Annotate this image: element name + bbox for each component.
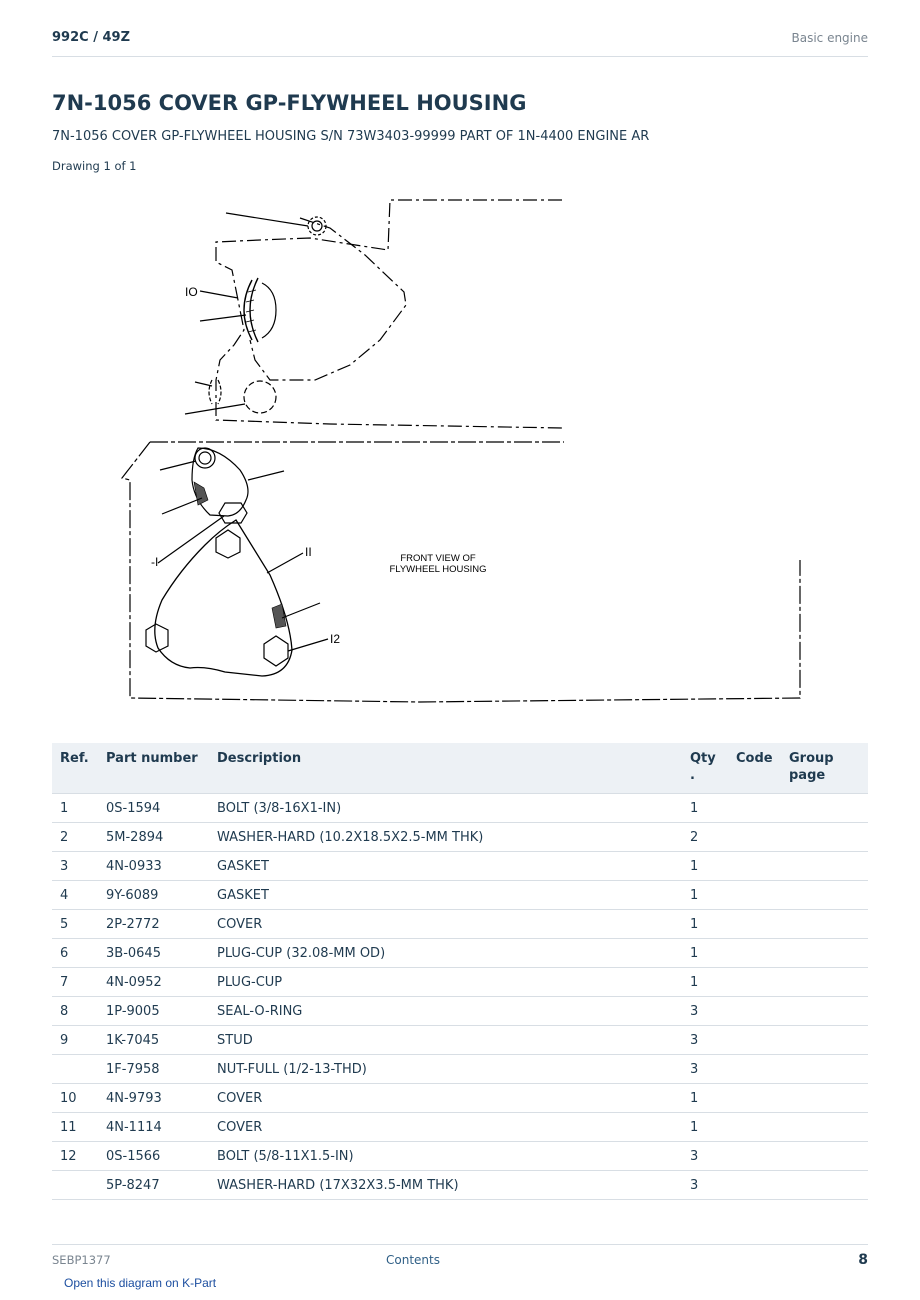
callout-12: I2	[330, 632, 341, 646]
table-row	[52, 968, 868, 997]
code-cell	[728, 939, 781, 968]
leader-line	[200, 315, 246, 321]
group-page-cell	[781, 1171, 868, 1200]
qty-cell: 3	[682, 997, 728, 1026]
code-cell	[728, 852, 781, 881]
qty-cell: 1	[682, 852, 728, 881]
callout-1: -I	[151, 555, 159, 569]
drawing-caption-line-2: FLYWHEEL HOUSING	[389, 564, 487, 575]
page-number: 8	[858, 1252, 868, 1268]
part-number-cell: 1P-9005	[98, 997, 209, 1026]
qty-cell: 3	[682, 1142, 728, 1171]
leader-line-12	[288, 639, 328, 651]
description-cell: GASKET	[209, 881, 682, 910]
description-cell: WASHER-HARD (17X32X3.5-MM THK)	[209, 1171, 682, 1200]
header-group-page: Group page	[781, 743, 868, 794]
part-number-cell: 0S-1594	[98, 794, 209, 823]
table-row	[52, 881, 868, 910]
group-page-cell	[781, 1113, 868, 1142]
open-diagram-link[interactable]: Open this diagram on K-Part	[64, 1276, 217, 1290]
document-id: SEBP1377	[52, 1253, 111, 1267]
cover-10	[244, 278, 276, 342]
qty-cell: 1	[682, 881, 728, 910]
ref-cell: 9	[52, 1026, 98, 1055]
callout-11: II	[305, 545, 312, 559]
part-number-cell: 2P-2772	[98, 910, 209, 939]
cover-11	[146, 520, 292, 676]
description-cell: BOLT (5/8-11X1.5-IN)	[209, 1142, 682, 1171]
part-number-cell: 0S-1566	[98, 1142, 209, 1171]
description-cell: COVER	[209, 1113, 682, 1142]
header-code: Code	[728, 743, 781, 794]
parts-table	[52, 743, 868, 1200]
description-cell: NUT-FULL (1/2-13-THD)	[209, 1055, 682, 1084]
part-number-cell: 9Y-6089	[98, 881, 209, 910]
upper-housing-outline	[216, 200, 564, 428]
ref-cell	[52, 1055, 98, 1084]
group-page-cell	[781, 997, 868, 1026]
code-cell	[728, 1026, 781, 1055]
code-cell	[728, 1055, 781, 1084]
group-page-cell	[781, 881, 868, 910]
leader-line-10	[200, 291, 238, 298]
leader-line	[195, 382, 212, 386]
part-number-cell: 1F-7958	[98, 1055, 209, 1084]
leader-line	[226, 213, 308, 226]
ref-cell: 6	[52, 939, 98, 968]
table-row	[52, 1113, 868, 1142]
leader-line	[282, 603, 320, 618]
table-row	[52, 939, 868, 968]
description-cell: GASKET	[209, 852, 682, 881]
flywheel-housing-diagram	[110, 190, 820, 715]
footer-divider	[52, 1244, 868, 1245]
description-cell: PLUG-CUP (32.08-MM OD)	[209, 939, 682, 968]
ref-cell	[52, 1171, 98, 1200]
code-cell	[728, 794, 781, 823]
group-page-cell	[781, 910, 868, 939]
parts-table-header	[52, 743, 868, 794]
code-cell	[728, 997, 781, 1026]
description-cell: BOLT (3/8-16X1-IN)	[209, 794, 682, 823]
leader-line-11	[267, 553, 303, 573]
table-row	[52, 997, 868, 1026]
code-cell	[728, 1084, 781, 1113]
header-part-number: Part number	[98, 743, 209, 794]
callout-10: IO	[185, 285, 198, 299]
group-page-cell	[781, 968, 868, 997]
qty-cell: 1	[682, 1113, 728, 1142]
code-cell	[728, 823, 781, 852]
ref-cell: 12	[52, 1142, 98, 1171]
qty-cell: 3	[682, 1171, 728, 1200]
ref-cell: 2	[52, 823, 98, 852]
ref-cell: 11	[52, 1113, 98, 1142]
code-cell	[728, 1171, 781, 1200]
qty-cell: 1	[682, 968, 728, 997]
qty-cell: 1	[682, 794, 728, 823]
group-page-cell	[781, 852, 868, 881]
table-row	[52, 910, 868, 939]
seal-ring-oval	[209, 380, 221, 404]
leader-line	[160, 461, 196, 470]
leader-line	[248, 471, 284, 480]
contents-link[interactable]: Contents	[386, 1253, 440, 1267]
table-row	[52, 1026, 868, 1055]
qty-cell: 2	[682, 823, 728, 852]
group-page-cell	[781, 939, 868, 968]
drawing-caption-line-1: FRONT VIEW OF	[400, 553, 476, 564]
description-cell: SEAL-O-RING	[209, 997, 682, 1026]
part-number-cell: 5P-8247	[98, 1171, 209, 1200]
header-ref: Ref.	[52, 743, 98, 794]
part-number-cell: 4N-0952	[98, 968, 209, 997]
part-number-cell: 5M-2894	[98, 823, 209, 852]
leader-line	[162, 498, 202, 514]
cup-plug-circle	[244, 381, 276, 413]
table-row	[52, 823, 868, 852]
page-title: 7N-1056 COVER GP-FLYWHEEL HOUSING	[52, 91, 527, 115]
group-page-cell	[781, 1084, 868, 1113]
header-qty: Qty .	[682, 743, 728, 794]
group-page-cell	[781, 823, 868, 852]
group-page-cell	[781, 1055, 868, 1084]
header-description: Description	[209, 743, 682, 794]
upper-bolt-circle	[308, 217, 326, 235]
group-page-cell	[781, 1026, 868, 1055]
ref-cell: 5	[52, 910, 98, 939]
drawing-count: Drawing 1 of 1	[52, 159, 137, 173]
part-number-cell: 4N-0933	[98, 852, 209, 881]
code-cell	[728, 968, 781, 997]
table-row	[52, 1142, 868, 1171]
qty-cell: 1	[682, 939, 728, 968]
ref-cell: 3	[52, 852, 98, 881]
table-row	[52, 1084, 868, 1113]
ref-cell: 8	[52, 997, 98, 1026]
table-row	[52, 852, 868, 881]
code-cell	[728, 881, 781, 910]
ref-cell: 10	[52, 1084, 98, 1113]
part-number-cell: 1K-7045	[98, 1026, 209, 1055]
ref-cell: 1	[52, 794, 98, 823]
group-page-cell	[781, 794, 868, 823]
machine-model: 992C / 49Z	[52, 30, 130, 45]
group-page-cell	[781, 1142, 868, 1171]
leader-line	[185, 404, 245, 414]
description-cell: COVER	[209, 910, 682, 939]
ref-cell: 7	[52, 968, 98, 997]
section-name: Basic engine	[791, 31, 868, 45]
hex-bolt	[219, 503, 247, 523]
part-number-cell: 4N-1114	[98, 1113, 209, 1142]
code-cell	[728, 910, 781, 939]
small-cover	[192, 448, 248, 516]
description-cell: STUD	[209, 1026, 682, 1055]
page-subtitle: 7N-1056 COVER GP-FLYWHEEL HOUSING S/N 73W3403-99999 PART OF 1N-4400 ENGINE AR	[52, 129, 650, 144]
description-cell: PLUG-CUP	[209, 968, 682, 997]
page-header	[52, 28, 868, 57]
qty-cell: 1	[682, 910, 728, 939]
description-cell: COVER	[209, 1084, 682, 1113]
table-row	[52, 1171, 868, 1200]
code-cell	[728, 1142, 781, 1171]
ref-cell: 4	[52, 881, 98, 910]
part-number-cell: 4N-9793	[98, 1084, 209, 1113]
qty-cell: 3	[682, 1055, 728, 1084]
qty-cell: 3	[682, 1026, 728, 1055]
part-number-cell: 3B-0645	[98, 939, 209, 968]
code-cell	[728, 1113, 781, 1142]
qty-cell: 1	[682, 1084, 728, 1113]
table-row	[52, 1055, 868, 1084]
leader-line-1	[158, 516, 224, 563]
description-cell: WASHER-HARD (10.2X18.5X2.5-MM THK)	[209, 823, 682, 852]
table-row	[52, 794, 868, 823]
